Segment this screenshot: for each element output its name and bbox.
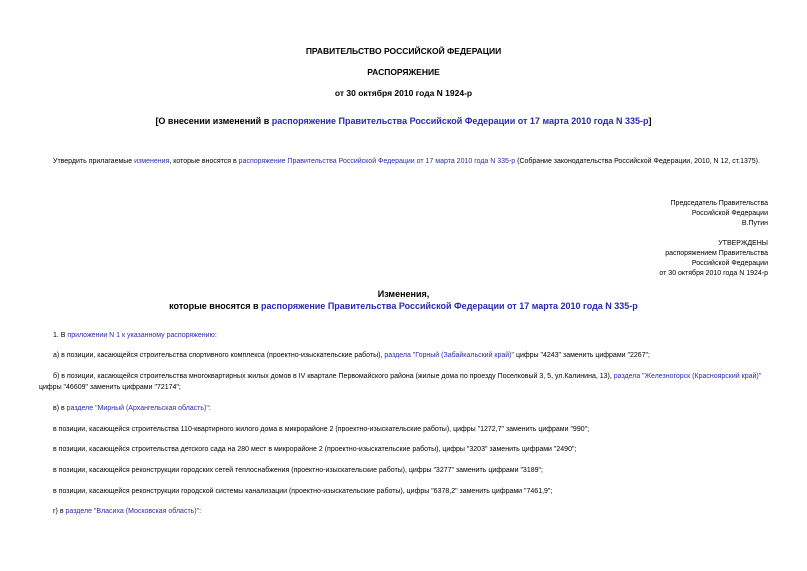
changes-subtitle-text: которые вносятся в (169, 301, 261, 311)
item-a-link[interactable]: раздела "Горный (Забайкальский край)" (384, 352, 514, 359)
document-date: от 30 октября 2010 года N 1924-р (334, 88, 473, 98)
approved-line-1: УТВЕРЖДЕНЫ (718, 240, 768, 247)
approved-line-4: от 30 октября 2010 года N 1924-р (659, 270, 768, 277)
government-heading: ПРАВИТЕЛЬСТВО РОССИЙСКОЙ ФЕДЕРАЦИИ (305, 46, 502, 56)
title-link[interactable]: распоряжение Правительства Российской Федерации от 17 марта 2010 года N 335-р (271, 116, 649, 126)
item-b-link[interactable]: раздела "Железногорск (Красноярский край)" (613, 373, 762, 380)
item-v-3: в позиции, касающейся реконструкции городских сетей теплоснабжения (проектно-изыскательские работы), цифры "3277" заменить цифрами "3189"; (53, 467, 543, 474)
item-a-pre: а) в позиции, касающейся строительства спортивного комплекса (проектно-изыскательские работы), (53, 352, 385, 359)
item-1-post: : (214, 332, 217, 339)
item-v-1: в позиции, касающейся строительства 110-квартирного жилого дома в микрорайоне 2 (проектно-изыскательские работы), цифры "1272,7" заменить цифрами "990"; (53, 426, 590, 433)
document-title (0, 116, 807, 126)
item-1-link[interactable]: приложении N 1 к указанному распоряжению (67, 332, 215, 339)
item-v-2: в позиции, касающейся строительства детского сада на 280 мест в микрорайоне 2 (проектно-изыскательские работы), цифры "3203" заменить цифрами "2490"; (53, 446, 577, 453)
item-1-pre: 1. В (53, 332, 68, 339)
changes-subtitle-link[interactable]: распоряжение Правительства Российской Федерации от 17 марта 2010 года N 335-р (261, 301, 638, 311)
intro-link-changes[interactable]: изменения (134, 158, 170, 165)
item-v-post: : (208, 405, 211, 412)
approved-block (659, 239, 768, 279)
item-b-post: цифры "46609" заменить цифрами "72174"; (39, 384, 181, 391)
title-open: [О внесении изменений в (155, 116, 272, 126)
title-close: ] (648, 116, 652, 126)
item-v (39, 403, 768, 414)
intro-text-1: Утвердить прилагаемые (53, 158, 135, 165)
item-1 (39, 330, 768, 341)
item-v-pre: в) в (53, 405, 67, 412)
signature-line-3: В.Путин (741, 220, 768, 227)
item-v-link[interactable]: разделе "Мирный (Архангельская область)" (66, 405, 209, 412)
item-a-post: цифры "4243" заменить цифрами "2267"; (514, 352, 650, 359)
item-g-pre: г) в (53, 508, 66, 515)
item-g-link[interactable]: разделе "Власиха (Московская область)" (65, 508, 200, 515)
signature-line-2: Российской Федерации (691, 210, 768, 217)
changes-subtitle (0, 301, 807, 311)
document-type: РАСПОРЯЖЕНИЕ (367, 67, 440, 77)
signature-line-1: Председатель Правительства (670, 200, 768, 207)
item-g-post: : (199, 508, 202, 515)
item-v-4: в позиции, касающейся реконструкции городской системы канализации (проектно-изыскательские работы), цифры "6378,2" заменить цифрами "7461,9"; (53, 488, 553, 495)
changes-title: Изменения, (377, 289, 430, 299)
intro-link-order[interactable]: распоряжение Правительства Российской Федерации от 17 марта 2010 года N 335-р (238, 158, 516, 165)
intro-paragraph (39, 156, 768, 167)
item-g (39, 506, 768, 517)
intro-text-2: , которые вносятся в (169, 158, 239, 165)
approved-line-2: распоряжением Правительства (665, 250, 768, 257)
signature-block (671, 199, 768, 229)
item-b (39, 371, 768, 393)
approved-line-3: Российской Федерации (691, 260, 768, 267)
item-a (39, 350, 768, 361)
intro-text-3: (Собрание законодательства Российской Федерации, 2010, N 12, ст.1375). (515, 158, 760, 165)
item-b-pre: б) в позиции, касающейся строительства многоквартирных жилых домов в IV квартале Первомайского района (жилые дома по проезду Поселковый 3, 5, ул.Калинина, 13), (53, 373, 614, 380)
